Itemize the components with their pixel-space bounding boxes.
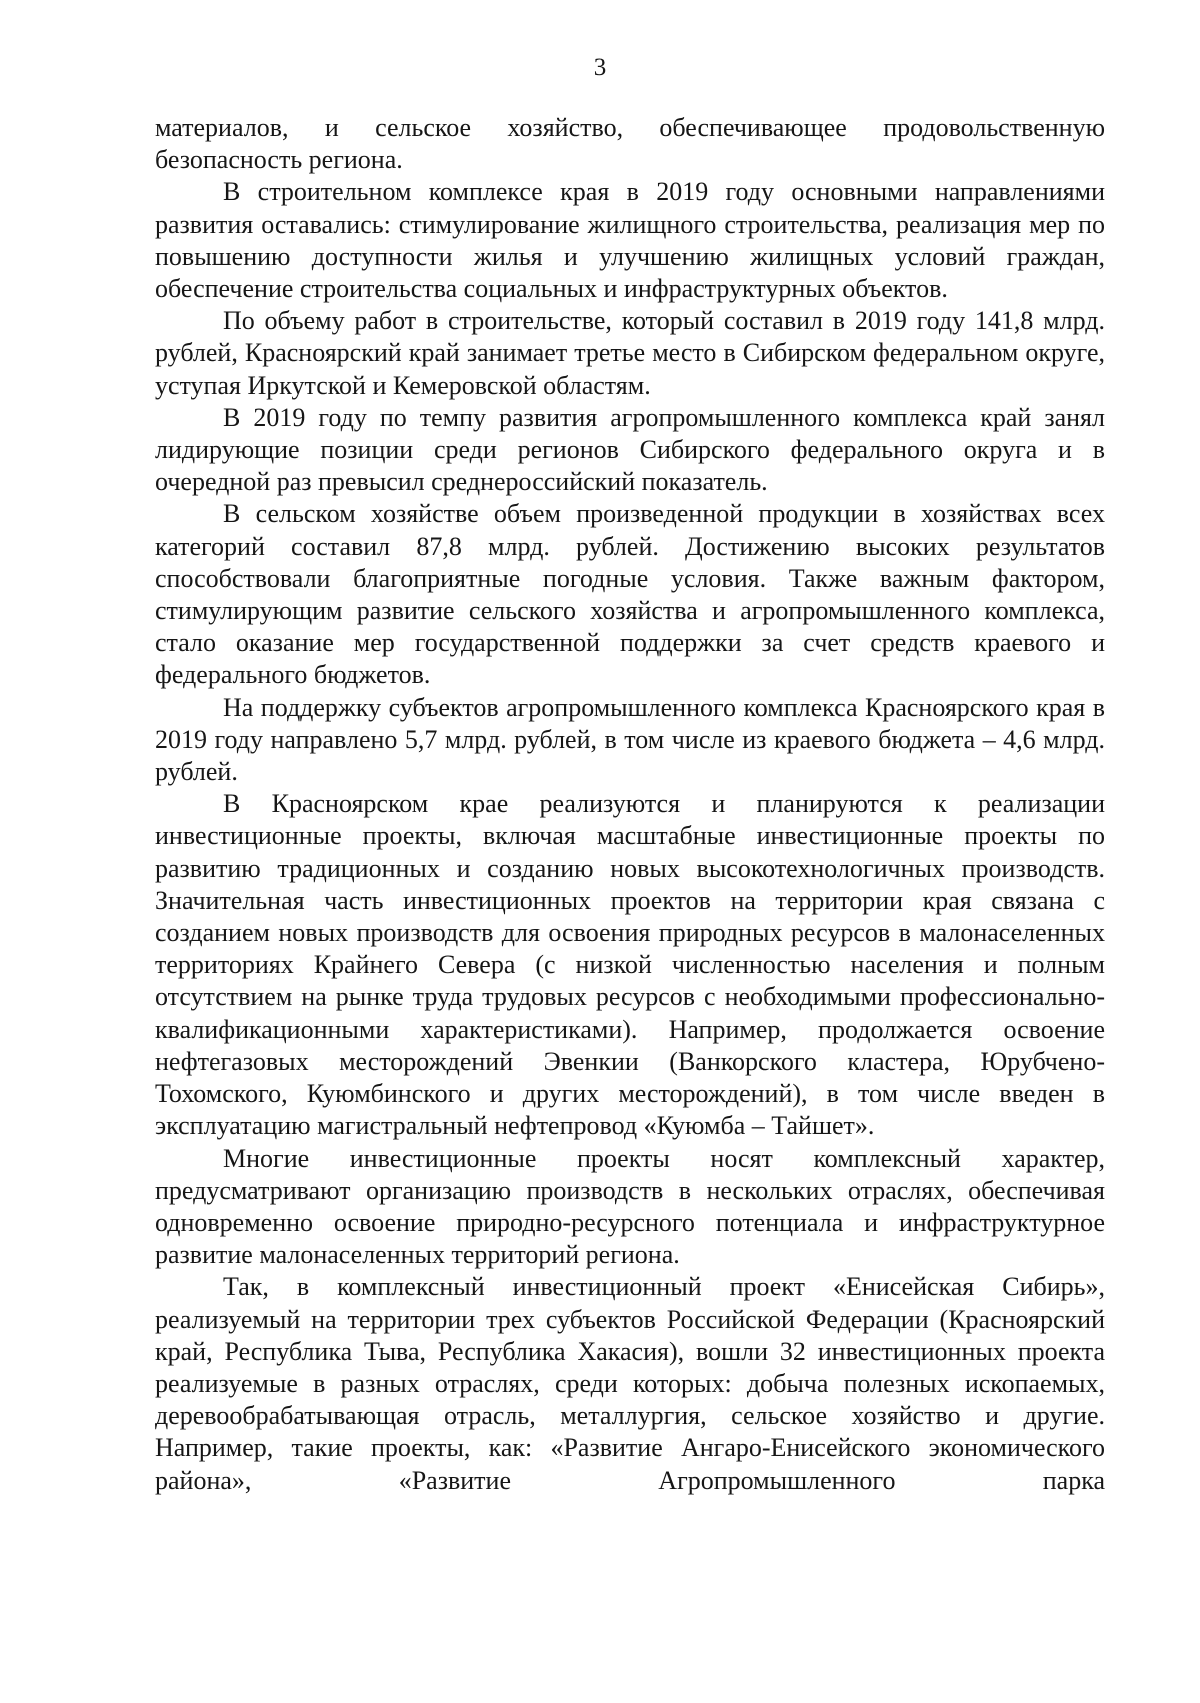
page-number: 3 [593, 54, 607, 81]
paragraph-agriculture-output: В сельском хозяйстве объем произведенной продукции в хозяйствах всех категорий составил 87,8 млрд. рублей. Достижению высоких результатов способствовали благоприятные погодные условия. Также важным фактором, стимулирующим развитие сельского хозяйства и агропромышленного комплекса, стало оказание мер государственной поддержки за счет средств краевого и федерального бюджетов. [155, 499, 1105, 690]
paragraph-agro-complex: В 2019 году по темпу развития агропромышленного комплекса край занял лидирующие позиции среди регионов Сибирского федерального округа и в очередной раз превысил среднероссийский показатель. [155, 402, 1105, 497]
paragraph-construction-volume: По объему работ в строительстве, который составил в 2019 году 141,8 млрд. рублей, Красноярский край занимает третье место в Сибирском федеральном округе, уступая Иркутской и Кемеровской областям. [155, 306, 1105, 400]
paragraph-investment-projects: В Красноярском крае реализуются и планируются к реализации инвестиционные проекты, включая масштабные инвестиционные проекты по развитию традиционных и созданию новых высокотехнологичных производств. Значительная часть инвестиционных проектов на территории края связана с созданием новых производств для освоения природных ресурсов в малонаселенных территориях Крайнего Севера (с низкой численностью населения и полным отсутствием на рынке труда трудовых ресурсов с необходимыми профессионально-квалификационными характеристиками). Например, продолжается освоение нефтегазовых месторождений Эвенкии (Ванкорского кластера, Юрубчено-Тохомского, Куюмбинского и других месторождений), в том числе введен в эксплуатацию магистральный нефтепровод «Куюмба – Тайшет». [155, 789, 1105, 1141]
document-body [155, 112, 1105, 1497]
paragraph-construction-directions: В строительном комплексе края в 2019 году основными направлениями развития оставались: стимулирование жилищного строительства, реализация мер по повышению доступности жилья и улучшению жилищных условий граждан, обеспечение строительства социальных и инфраструктурных объектов. [155, 177, 1105, 304]
paragraph-yenisei-siberia: Так, в комплексный инвестиционный проект «Енисейская Сибирь», реализуемый на территории трех субъектов Российской Федерации (Красноярский край, Республика Тыва, Республика Хакасия), вошли 32 инвестиционных проекта реализуемые в разных отраслях, среди которых: добыча полезных ископаемых, деревообрабатывающая отрасль, металлургия, сельское хозяйство и другие. Например, такие проекты, как: «Развитие Ангаро-Енисейского экономического района», «Развитие Агропромышленного парка [155, 1272, 1105, 1495]
paragraph-complex-projects: Многие инвестиционные проекты носят комплексный характер, предусматривают организацию производств в нескольких отраслях, обеспечивая одновременно освоение природно-ресурсного потенциала и инфраструктурное развитие малонаселенных территорий региона. [155, 1143, 1105, 1270]
paragraph-continuation: материалов, и сельское хозяйство, обеспечивающее продовольственную безопасность региона. [155, 113, 1105, 175]
paragraph-agro-support: На поддержку субъектов агропромышленного комплекса Красноярского края в 2019 году направлено 5,7 млрд. рублей, в том числе из краевого бюджета – 4,6 млрд. рублей. [155, 692, 1105, 787]
